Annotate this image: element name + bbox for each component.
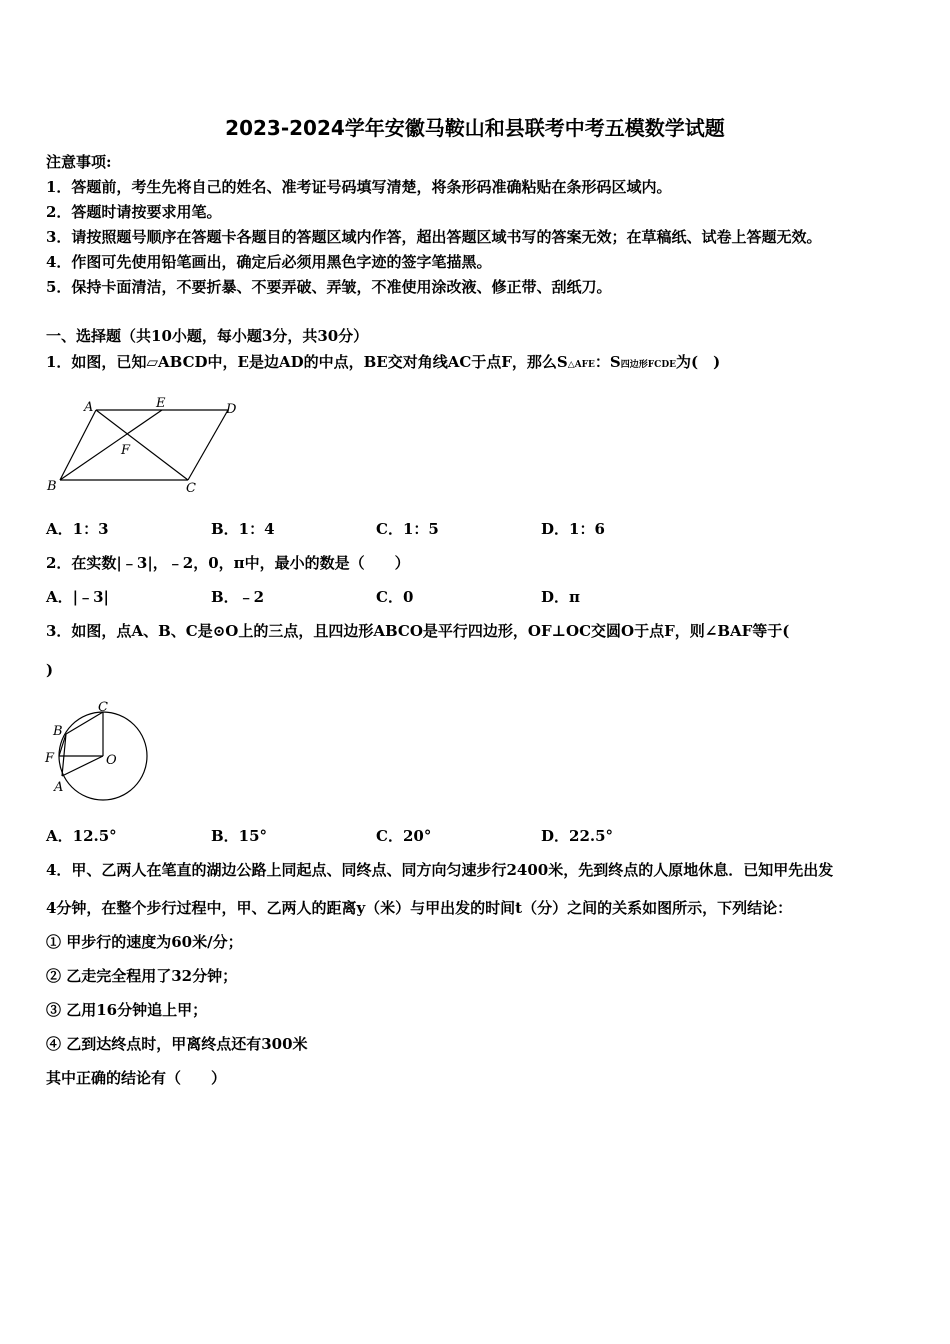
q1-option-a[interactable]: A．1：3	[46, 520, 109, 538]
q4-statement-3: ③ 乙用16分钟追上甲；	[46, 1001, 208, 1019]
q2-stem: 2．在实数|﹣3|，﹣2，0，π中，最小的数是（ ）	[46, 554, 410, 572]
q1-option-b[interactable]: B．1：4	[211, 520, 275, 538]
q3-circle-figure	[40, 696, 160, 808]
notice-item-2: 2．答题时请按要求用笔。	[46, 203, 222, 221]
q2-option-c[interactable]: C．0	[376, 588, 414, 606]
q1-option-d[interactable]: D．1：6	[541, 520, 605, 538]
label-o: O	[106, 753, 117, 768]
q1-parallelogram-figure	[40, 392, 250, 500]
label-a: A	[54, 780, 64, 795]
q4-question: 其中正确的结论有（ ）	[46, 1069, 227, 1087]
label-b: B	[47, 479, 57, 494]
label-d: D	[226, 402, 237, 417]
label-b: B	[53, 724, 63, 739]
label-f: F	[45, 751, 55, 766]
q3-option-a[interactable]: A．12.5°	[46, 827, 117, 845]
q3-option-c[interactable]: C．20°	[376, 827, 432, 845]
q4-line-1: 4．甲、乙两人在笔直的湖边公路上同起点、同终点、同方向匀速步行2400米，先到终点的人原地休息．已知甲先出发	[46, 861, 834, 879]
notice-item-3: 3．请按照题号顺序在答题卡各题目的答题区域内作答，超出答题区域书写的答案无效；在草稿纸、试卷上答题无效。	[46, 228, 822, 246]
q3-stem: 3．如图，点A、B、C是⊙O上的三点，且四边形ABCO是平行四边形，OF⊥OC交圆O于点F，则∠BAF等于(	[46, 622, 790, 640]
q1-option-c[interactable]: C．1：5	[376, 520, 439, 538]
q4-statement-1: ① 甲步行的速度为60米/分；	[46, 933, 243, 951]
q4-statement-4: ④ 乙到达终点时，甲离终点还有300米	[46, 1035, 308, 1053]
label-a: A	[84, 400, 94, 415]
label-e: E	[156, 396, 166, 411]
q3-option-b[interactable]: B．15°	[211, 827, 268, 845]
q2-option-d[interactable]: D．π	[541, 588, 580, 606]
q3-option-d[interactable]: D．22.5°	[541, 827, 614, 845]
notice-item-4: 4．作图可先使用铅笔画出，确定后必须用黑色字迹的签字笔描黑。	[46, 253, 492, 271]
q3-stem-end: )	[46, 661, 54, 679]
notice-item-1: 1．答题前，考生先将自己的姓名、准考证号码填写清楚，将条形码准确粘贴在条形码区域内。	[46, 178, 672, 196]
page-title: 2023-2024学年安徽马鞍山和县联考中考五模数学试题	[225, 116, 725, 140]
q2-option-a[interactable]: A．|﹣3|	[46, 588, 109, 606]
section-heading: 一、选择题（共10小题，每小题3分，共30分）	[46, 327, 369, 345]
notice-item-5: 5．保持卡面清洁，不要折暴、不要弄破、弄皱，不准使用涂改液、修正带、刮纸刀。	[46, 278, 612, 296]
notice-heading: 注意事项:	[46, 153, 112, 171]
q4-statement-2: ② 乙走完全程用了32分钟；	[46, 967, 238, 985]
label-c: C	[186, 481, 196, 496]
label-c: C	[98, 700, 108, 715]
q4-line-2: 4分钟，在整个步行过程中，甲、乙两人的距离y（米）与甲出发的时间t（分）之间的关系如图所示，下列结论：	[46, 899, 793, 917]
label-f: F	[121, 443, 131, 458]
q2-option-b[interactable]: B．﹣2	[211, 588, 265, 606]
q1-stem: 1．如图，已知▱ABCD中，E是边AD的中点，BE交对角线AC于点F，那么S△AFE：S四边形FCDE为( )	[46, 353, 721, 371]
